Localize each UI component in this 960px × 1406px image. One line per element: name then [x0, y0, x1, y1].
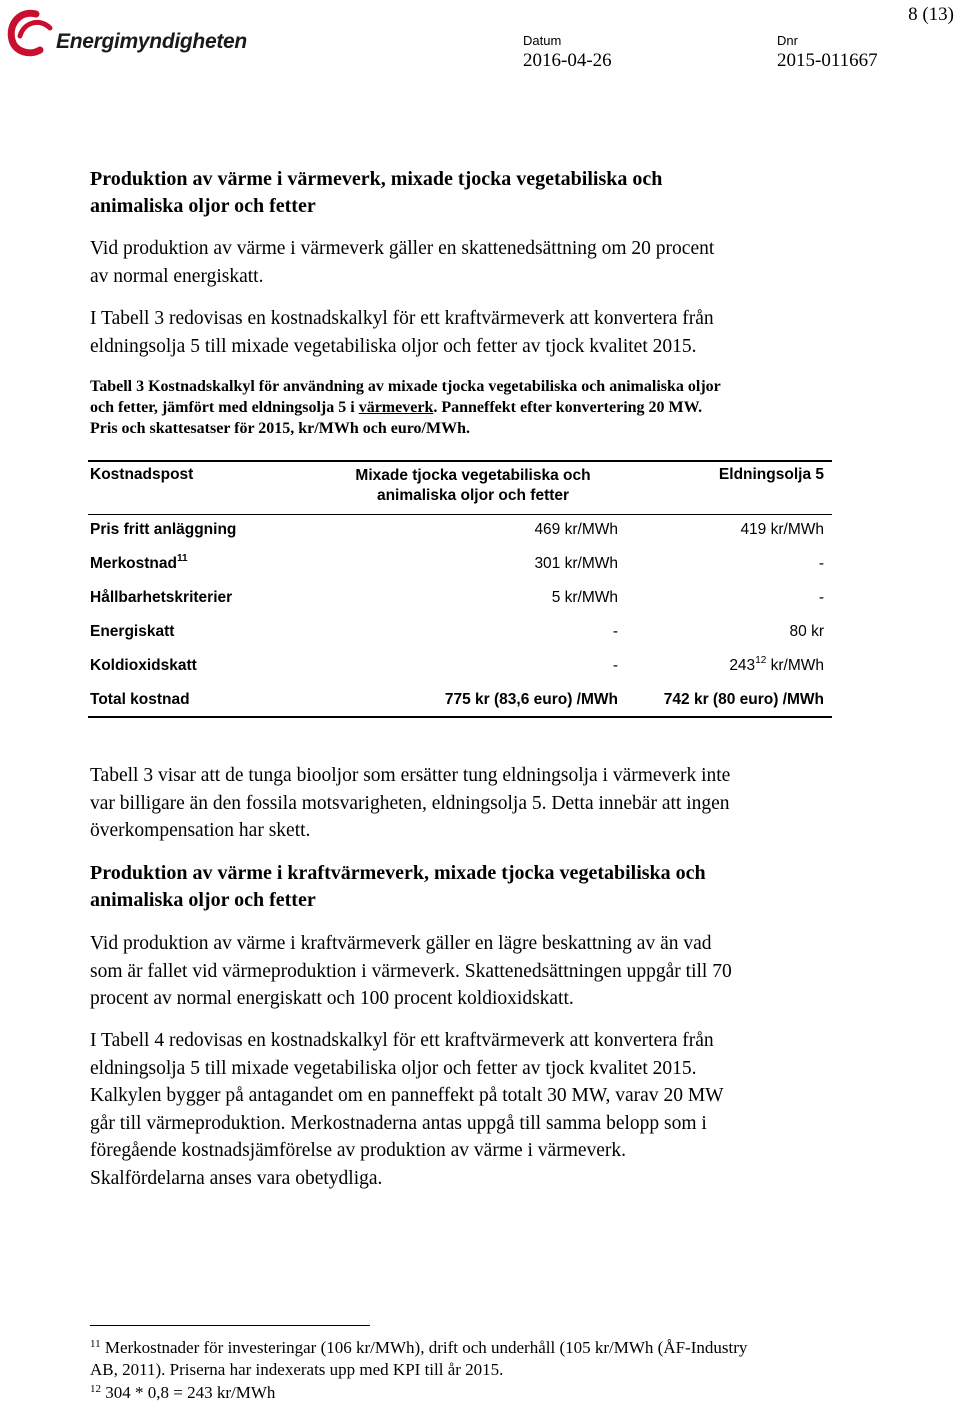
- caption-line: [90, 397, 890, 418]
- header-mixade-line: Mixade tjocka vegetabiliska och: [355, 467, 591, 484]
- paragraph-line: I Tabell 3 redovisas en kostnadskalkyl för ett kraftvärmeverk att konvertera från: [90, 308, 714, 329]
- row-oil-value: [729, 657, 824, 675]
- table-header-row: [88, 466, 832, 504]
- paragraph-line: som är fallet vid värmeproduktion i värmeverk. Skattenedsättningen uppgår till 70: [90, 960, 732, 982]
- row-mixed-value: 5 kr/MWh: [551, 589, 618, 606]
- caption-text: och fetter, jämfört med eldningsolja 5 i: [90, 399, 359, 416]
- table3-caption: [90, 376, 890, 439]
- caption-line: Tabell 3 Kostnadskalkyl för användning av mixade tjocka vegetabiliska och animaliska oljor: [90, 378, 721, 395]
- footnote-text: Merkostnader för investeringar (106 kr/MWh), drift och underhåll (105 kr/MWh (ÅF-Industry: [100, 1338, 748, 1357]
- header-mixade-line: animaliska oljor och fetter: [376, 487, 570, 504]
- footnote-ref-12: 12: [755, 655, 767, 666]
- footnote-11: [90, 1337, 890, 1381]
- table-row: [88, 589, 832, 609]
- paragraph-line: av normal energiskatt.: [90, 265, 264, 287]
- section1-heading-line: animaliska oljor och fetter: [90, 195, 316, 217]
- section2-heading-line: Produktion av värme i kraftvärmeverk, mixade tjocka vegetabiliska och: [90, 862, 706, 884]
- section2-heading-line: animaliska oljor och fetter: [90, 889, 316, 911]
- table-row: [88, 521, 832, 541]
- caption-line: Pris och skattesatser för 2015, kr/MWh och euro/MWh.: [90, 420, 470, 437]
- paragraph-line: Skalfördelarna anses vara obetydliga.: [90, 1167, 383, 1189]
- paragraph-line: går till värmeproduktion. Merkostnaderna antas uppgå till samma belopp som i: [90, 1112, 707, 1134]
- paragraph-line: eldningsolja 5 till mixade vegetabiliska oljor och fetter av tjock kvalitet 2015.: [90, 335, 697, 357]
- total-mixed-value: 775 kr (83,6 euro) /MWh: [444, 691, 618, 708]
- table-top-rule: [88, 460, 832, 462]
- footnote-line: [90, 1337, 890, 1359]
- section1-paragraph1: [90, 235, 880, 290]
- header-mixade: [328, 466, 618, 506]
- row-label: Pris fritt anläggning: [90, 521, 237, 538]
- paragraph-line: I Tabell 4 redovisas en kostnadskalkyl för ett kraftvärmeverk att konvertera från: [90, 1030, 714, 1051]
- row-oil-value: -: [818, 555, 824, 572]
- footnote-ref-11: 11: [177, 553, 188, 564]
- section1-paragraph2: [90, 305, 880, 360]
- row-oil-value: -: [818, 589, 824, 606]
- table-header-rule: [88, 514, 832, 515]
- row-mixed-value: 301 kr/MWh: [534, 555, 618, 572]
- table-row: [88, 623, 832, 643]
- section2-heading: [90, 860, 890, 914]
- section2-paragraph2: [90, 1027, 880, 1192]
- table-bottom-rule: [88, 716, 832, 718]
- date-value: 2016-04-26: [523, 50, 612, 71]
- varmeverk-link[interactable]: värmeverk: [358, 399, 434, 416]
- logo-swoosh-icon: [6, 6, 56, 58]
- after-table-paragraph: [90, 762, 880, 845]
- section1-heading-line: Produktion av värme i värmeverk, mixade tjocka vegetabiliska och: [90, 168, 663, 190]
- row-oil-value: 80 kr: [789, 623, 824, 640]
- paragraph-line: Vid produktion av värme i värmeverk gäller en skattenedsättning om 20 procent: [90, 238, 715, 259]
- row-mixed-value: 469 kr/MWh: [534, 521, 618, 538]
- paragraph-line: Kalkylen bygger på antagandet om en panneffekt på totalt 30 MW, varav 20 MW: [90, 1085, 724, 1106]
- table-row: [88, 555, 832, 575]
- dnr-value: 2015-011667: [777, 50, 878, 71]
- caption-text: . Panneffekt efter konvertering 20 MW.: [433, 399, 703, 416]
- section2-paragraph1: [90, 930, 880, 1013]
- paragraph-line: var billigare än den fossila motsvarigheten, eldningsolja 5. Detta innebär att ingen: [90, 792, 730, 814]
- oil-value-unit: kr/MWh: [766, 657, 824, 674]
- section1-heading: [90, 166, 890, 220]
- footnote-number: 11: [90, 1338, 101, 1350]
- paragraph-line: överkompensation har skett.: [90, 820, 311, 841]
- table-total-row: [88, 691, 832, 711]
- row-label-text: Merkostnad: [90, 555, 177, 572]
- page-number: 8 (13): [908, 4, 954, 25]
- paragraph-line: Vid produktion av värme i kraftvärmeverk gäller en lägre beskattning av än vad: [90, 933, 712, 954]
- row-label: Energiskatt: [90, 623, 175, 640]
- logo-text: Energimyndigheten: [56, 30, 247, 53]
- header-eldningsolja: Eldningsolja 5: [718, 466, 824, 483]
- date-label: Datum: [523, 33, 562, 48]
- row-mixed-value: -: [612, 657, 618, 674]
- footnote-line: AB, 2011). Priserna har indexerats upp med KPI till år 2015.: [90, 1360, 504, 1379]
- paragraph-line: eldningsolja 5 till mixade vegetabiliska oljor och fetter av tjock kvalitet 2015.: [90, 1057, 697, 1079]
- footnote-12: [90, 1382, 890, 1404]
- row-label: [90, 555, 188, 573]
- dnr-label: Dnr: [777, 33, 798, 48]
- header-kostnadspost: Kostnadspost: [90, 466, 194, 483]
- row-mixed-value: -: [612, 623, 618, 640]
- paragraph-line: föregående kostnadsjämförelse av produktion av värme i värmeverk.: [90, 1140, 627, 1161]
- row-label: Hållbarhetskriterier: [90, 589, 233, 606]
- paragraph-line: procent av normal energiskatt och 100 procent koldioxidskatt.: [90, 988, 574, 1009]
- energimyndigheten-logo: [6, 6, 246, 58]
- total-oil-value: 742 kr (80 euro) /MWh: [663, 691, 824, 708]
- paragraph-line: Tabell 3 visar att de tunga biooljor som ersätter tung eldningsolja i värmeverk inte: [90, 765, 731, 786]
- footnote-text: 304 * 0,8 = 243 kr/MWh: [101, 1383, 276, 1402]
- footnote-separator: [90, 1325, 370, 1326]
- row-oil-value: 419 kr/MWh: [740, 521, 824, 538]
- oil-value-number: 243: [729, 657, 756, 674]
- row-label: Koldioxidskatt: [90, 657, 197, 674]
- footnote-number: 12: [90, 1383, 101, 1395]
- total-label: Total kostnad: [90, 691, 190, 708]
- table-row: [88, 657, 832, 677]
